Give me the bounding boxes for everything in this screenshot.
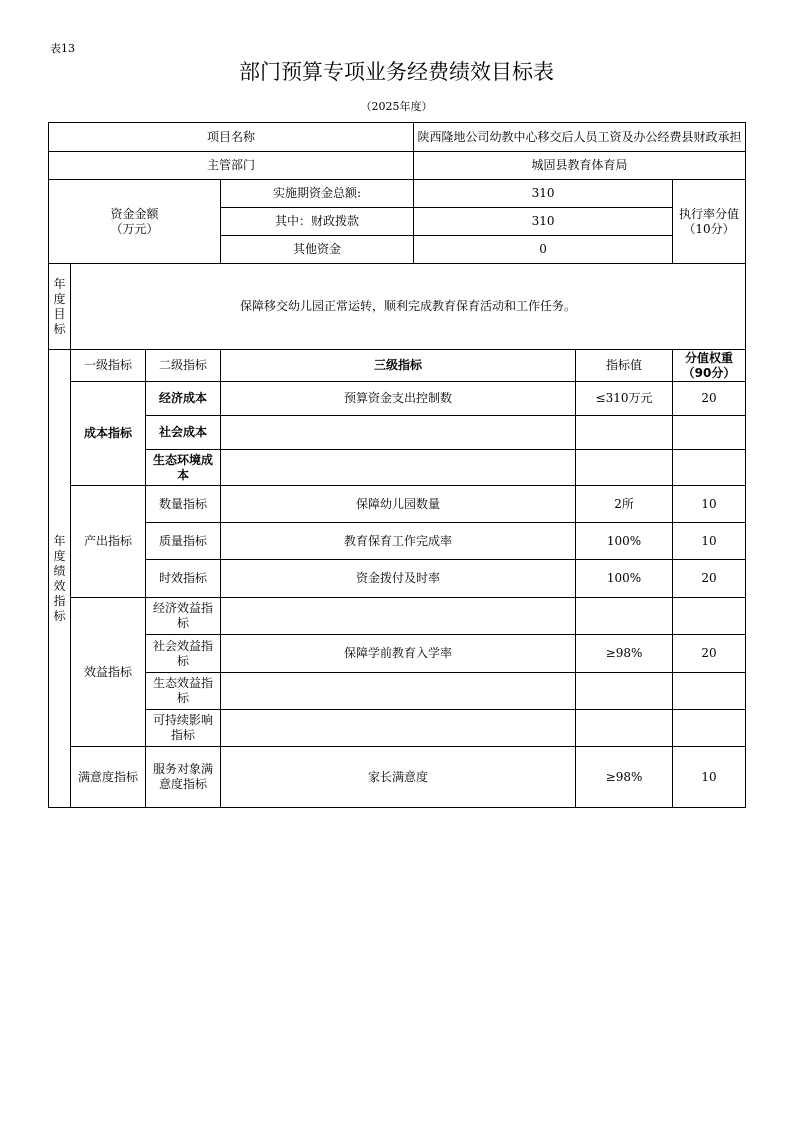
value-cell <box>576 673 673 710</box>
project-name-label: 项目名称 <box>49 123 414 152</box>
fiscal-funds-value: 310 <box>414 208 673 236</box>
level2-cell: 生态环境成本 <box>146 450 221 486</box>
table-row <box>49 635 746 673</box>
row-indicator-header <box>49 350 746 382</box>
project-name-value: 陕西隆地公司幼教中心移交后人员工资及办公经费县财政承担 <box>414 123 746 152</box>
indicators-side-cell <box>49 350 71 808</box>
level2-cell: 时效指标 <box>146 560 221 598</box>
annual-goal-label: 年度目标 <box>53 276 66 336</box>
table-row <box>49 710 746 747</box>
output-indicator-label: 产出指标 <box>71 486 146 598</box>
execution-rate-cell <box>673 180 746 264</box>
weight-cell <box>673 598 746 635</box>
weight-cell <box>673 416 746 450</box>
level2-cell: 社会成本 <box>146 416 221 450</box>
department-label: 主管部门 <box>49 152 414 180</box>
level3-cell: 家长满意度 <box>221 747 576 808</box>
header-weight <box>673 350 746 382</box>
total-funds-label: 实施期资金总额: <box>221 180 414 208</box>
annual-goal-label-cell <box>49 264 71 350</box>
table-row <box>49 450 746 486</box>
weight-cell: 10 <box>673 486 746 523</box>
other-funds-value: 0 <box>414 236 673 264</box>
level2-cell: 经济效益指标 <box>146 598 221 635</box>
header-level3: 三级指标 <box>221 350 576 382</box>
table-row <box>49 598 746 635</box>
table-row <box>49 382 746 416</box>
value-cell: ≥98% <box>576 747 673 808</box>
level3-cell <box>221 416 576 450</box>
total-funds-value: 310 <box>414 180 673 208</box>
weight-cell: 20 <box>673 635 746 673</box>
level3-cell <box>221 598 576 635</box>
level3-cell: 预算资金支出控制数 <box>221 382 576 416</box>
header-weight-line1: 分值权重 <box>685 350 734 365</box>
value-cell: ≤310万元 <box>576 382 673 416</box>
level3-cell: 资金拨付及时率 <box>221 560 576 598</box>
weight-cell: 20 <box>673 560 746 598</box>
satisfaction-indicator-label: 满意度指标 <box>71 747 146 808</box>
level2-cell: 经济成本 <box>146 382 221 416</box>
level3-cell <box>221 710 576 747</box>
value-cell: ≥98% <box>576 635 673 673</box>
fiscal-funds-label: 其中：财政拨款 <box>221 208 414 236</box>
row-annual-goal <box>49 264 746 350</box>
header-weight-line2: （90分） <box>682 365 736 380</box>
annual-goal-text: 保障移交幼儿园正常运转，顺利完成教育保育活动和工作任务。 <box>71 264 746 350</box>
level2-cell: 服务对象满意度指标 <box>146 747 221 808</box>
page-title: 部门预算专项业务经费绩效目标表 <box>239 60 554 84</box>
department-value: 城固县教育体育局 <box>414 152 746 180</box>
level2-cell: 数量指标 <box>146 486 221 523</box>
header-level1: 一级指标 <box>71 350 146 382</box>
weight-cell: 10 <box>673 523 746 560</box>
funds-label-cell <box>49 180 221 264</box>
table-row <box>49 673 746 710</box>
benefit-indicator-label: 效益指标 <box>71 598 146 747</box>
header-value: 指标值 <box>576 350 673 382</box>
execution-rate-label: 执行率分值 <box>679 206 740 221</box>
table-row <box>49 486 746 523</box>
level3-cell: 保障幼儿园数量 <box>221 486 576 523</box>
table-row <box>49 747 746 808</box>
other-funds-label: 其他资金 <box>221 236 414 264</box>
value-cell <box>576 450 673 486</box>
weight-cell <box>673 710 746 747</box>
table-row <box>49 416 746 450</box>
row-funds-total <box>49 180 746 208</box>
funds-unit: （万元） <box>110 221 159 236</box>
indicators-side-label: 年度绩效指标 <box>53 533 66 623</box>
level3-cell <box>221 673 576 710</box>
weight-cell: 10 <box>673 747 746 808</box>
level3-cell: 教育保育工作完成率 <box>221 523 576 560</box>
weight-cell: 20 <box>673 382 746 416</box>
cost-indicator-label: 成本指标 <box>71 382 146 486</box>
value-cell: 2所 <box>576 486 673 523</box>
value-cell <box>576 710 673 747</box>
header-level2: 二级指标 <box>146 350 221 382</box>
value-cell <box>576 416 673 450</box>
level2-cell: 社会效益指标 <box>146 635 221 673</box>
weight-cell <box>673 673 746 710</box>
value-cell <box>576 598 673 635</box>
level2-cell: 质量指标 <box>146 523 221 560</box>
level3-cell <box>221 450 576 486</box>
table-number: 表13 <box>50 42 75 55</box>
row-department <box>49 152 746 180</box>
performance-table <box>48 122 746 808</box>
value-cell: 100% <box>576 560 673 598</box>
table-row <box>49 560 746 598</box>
level3-cell: 保障学前教育入学率 <box>221 635 576 673</box>
fiscal-year: （2025年度） <box>360 100 433 113</box>
execution-rate-score: （10分） <box>683 221 735 236</box>
table-row <box>49 523 746 560</box>
weight-cell <box>673 450 746 486</box>
value-cell: 100% <box>576 523 673 560</box>
level2-cell: 生态效益指标 <box>146 673 221 710</box>
funds-label: 资金金额 <box>110 206 159 221</box>
row-project <box>49 123 746 152</box>
level2-cell: 可持续影响指标 <box>146 710 221 747</box>
